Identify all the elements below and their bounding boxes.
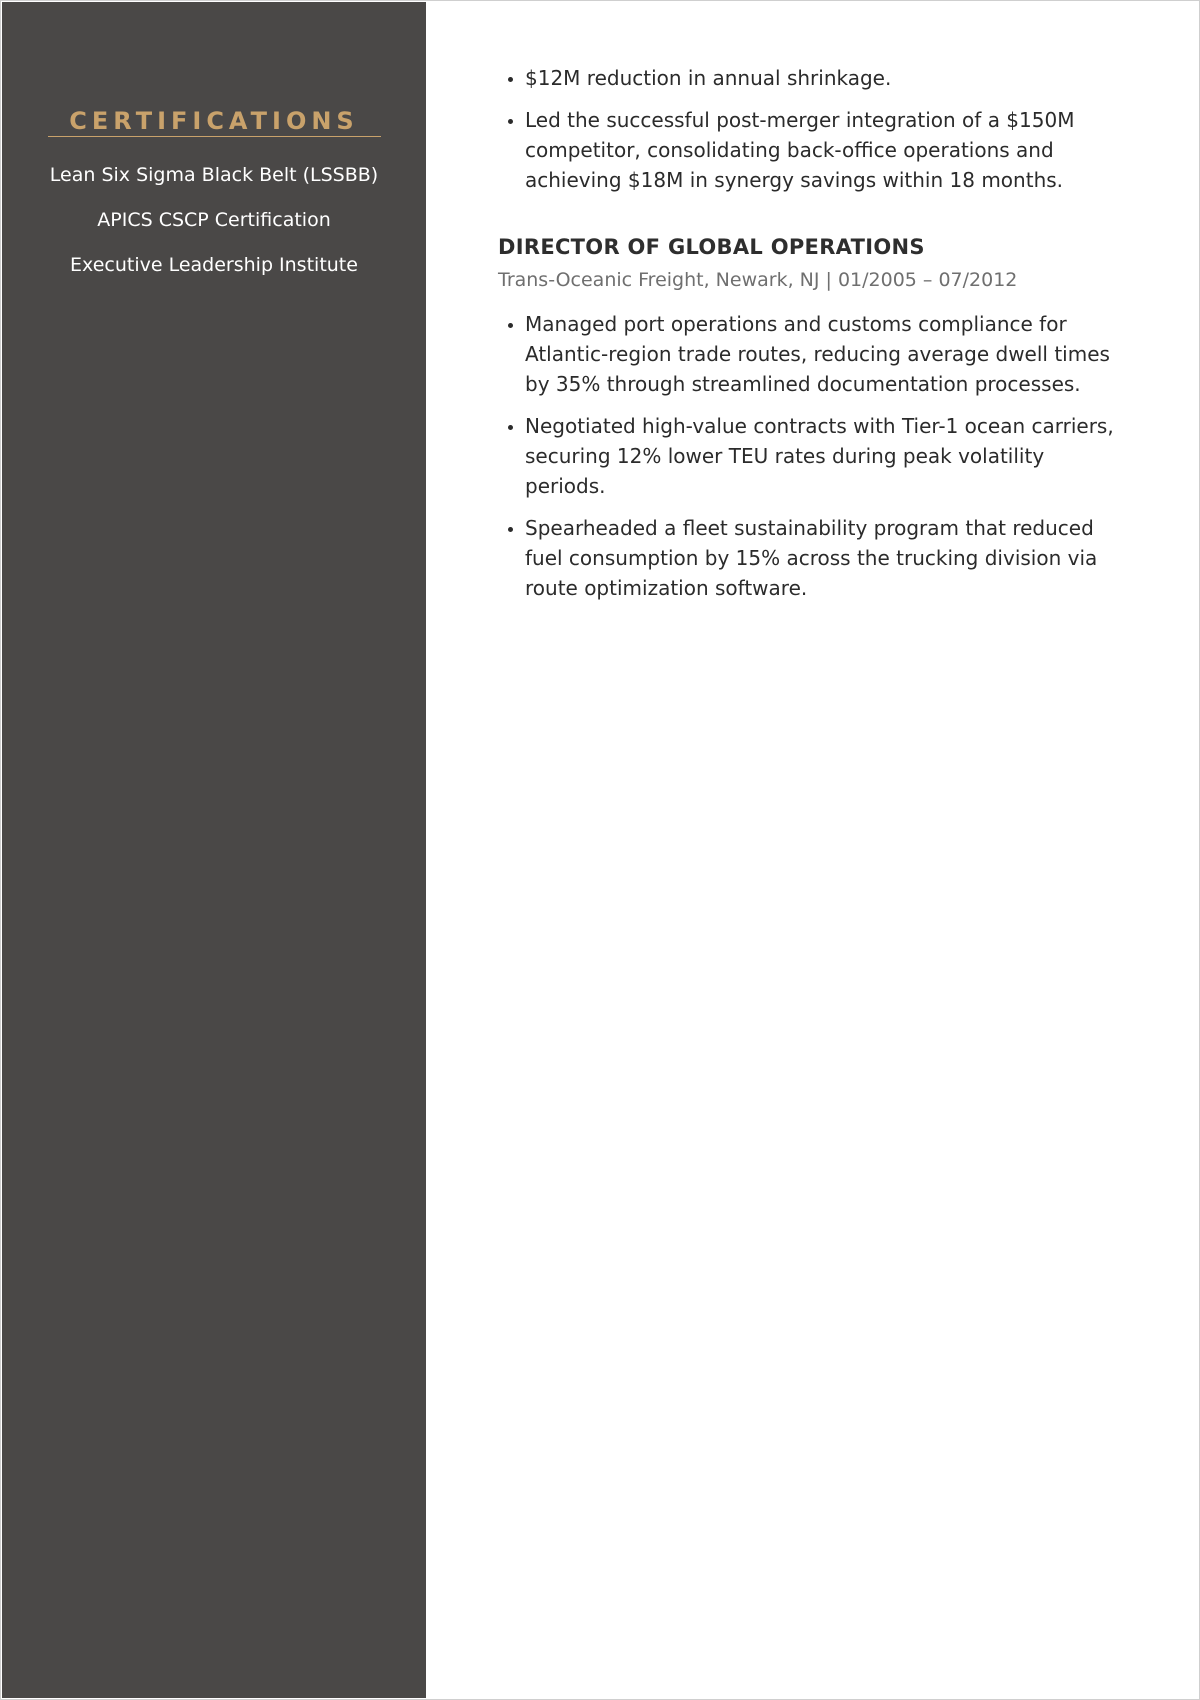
certifications-list [2,162,426,297]
job-title: DIRECTOR OF GLOBAL OPERATIONS [498,235,925,259]
bullet-item: • Managed port operations and customs compliance for Atlantic-region trade routes, reducing average dwell times by 35% through streamlined documentation processes. [525,309,1128,399]
bullet-item: • Led the successful post-merger integration of a $150M competitor, consolidating back-office operations and achieving $18M in synergy savings within 18 months. [525,105,1128,195]
bullet-item: • $12M reduction in annual shrinkage. [525,63,1128,93]
job-bullet-list [498,309,1128,603]
certifications-heading: CERTIFICATIONS [69,106,359,135]
job-meta: Trans-Oceanic Freight, Newark, NJ | 01/2005 – 07/2012 [498,269,1018,291]
job-entry [498,233,1128,603]
bullet-item: • Spearheaded a fleet sustainability program that reduced fuel consumption by 15% across the trucking division via route optimization software. [525,513,1128,603]
experience-content [498,63,1128,615]
continued-bullet-list [498,63,1128,195]
bullet-item: • Negotiated high-value contracts with Tier-1 ocean carriers, securing 12% lower TEU rates during peak volatility periods. [525,411,1128,501]
sidebar [2,2,426,1698]
certifications-divider [48,136,381,137]
certification-item: APICS CSCP Certification [97,209,331,231]
certification-item: Executive Leadership Institute [70,254,358,276]
certification-item: Lean Six Sigma Black Belt (LSSBB) [49,164,379,186]
